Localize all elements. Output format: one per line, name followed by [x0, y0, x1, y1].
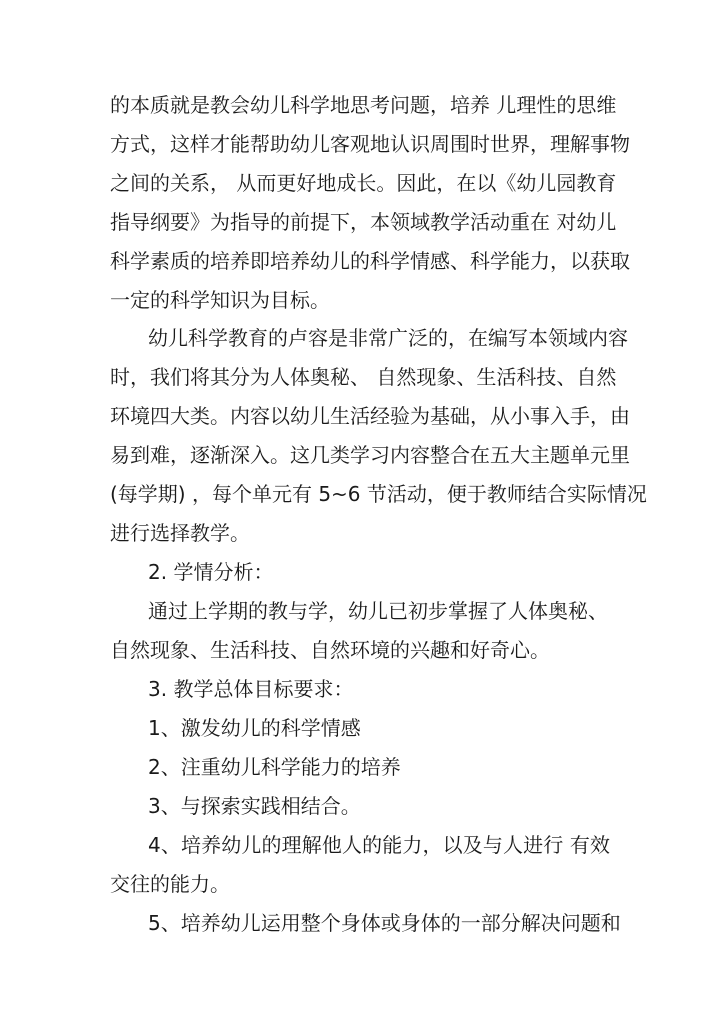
list-item: 1、激发幼儿的科学情感	[148, 716, 361, 740]
text-line: 的本质就是教会幼儿科学地思考问题，培养 儿理性的思维	[110, 93, 617, 117]
text-line: 科学素质的培养即培养幼儿的科学情感、科学能力，以获取	[110, 249, 630, 273]
list-item: 2、注重幼儿科学能力的培养	[148, 755, 401, 779]
text-line: 交往的能力。	[110, 872, 230, 896]
list-item: 5、培养幼儿运用整个身体或身体的一部分解决问题和	[148, 911, 621, 935]
section-heading: 2. 学情分析：	[148, 560, 274, 584]
paragraph-first-line: 通过上学期的教与学，幼儿已初步掌握了人体奥秘、	[148, 599, 608, 623]
text-line: 方式，这样才能帮助幼儿客观地认识周围时世界，理解事物	[110, 132, 630, 156]
text-line: 进行选择教学。	[110, 521, 250, 545]
paragraph-first-line: 幼儿科学教育的卢容是非常广泛的，在编写本领域内容	[148, 326, 628, 350]
text-line: 易到难，逐渐深入。这几类学习内容整合在五大主题单元里	[110, 443, 630, 467]
list-item: 4、培养幼儿的理解他人的能力，以及与人进行 有效	[148, 833, 610, 857]
list-item: 3、与探索实践相结合。	[148, 794, 361, 818]
text-line: 时，我们将其分为人体奥秘、 自然现象、生活科技、自然	[110, 365, 617, 389]
text-line: 之间的关系， 从而更好地成长。因此，在以《幼儿园教育	[110, 171, 617, 195]
text-line: 环境四大类。内容以幼儿生活经验为基础，从小事入手，由	[110, 404, 630, 428]
section-heading: 3. 教学总体目标要求：	[148, 677, 354, 701]
text-line: (每学期) ，每个单元有 5~6 节活动，便于教师结合实际情况	[110, 482, 647, 506]
text-line: 一定的科学知识为目标。	[110, 288, 330, 312]
text-line: 指导纲要》为指导的前提下，本领域教学活动重在 对幼儿	[110, 210, 617, 234]
text-line: 自然现象、生活科技、自然环境的兴趣和好奇心。	[110, 638, 550, 662]
